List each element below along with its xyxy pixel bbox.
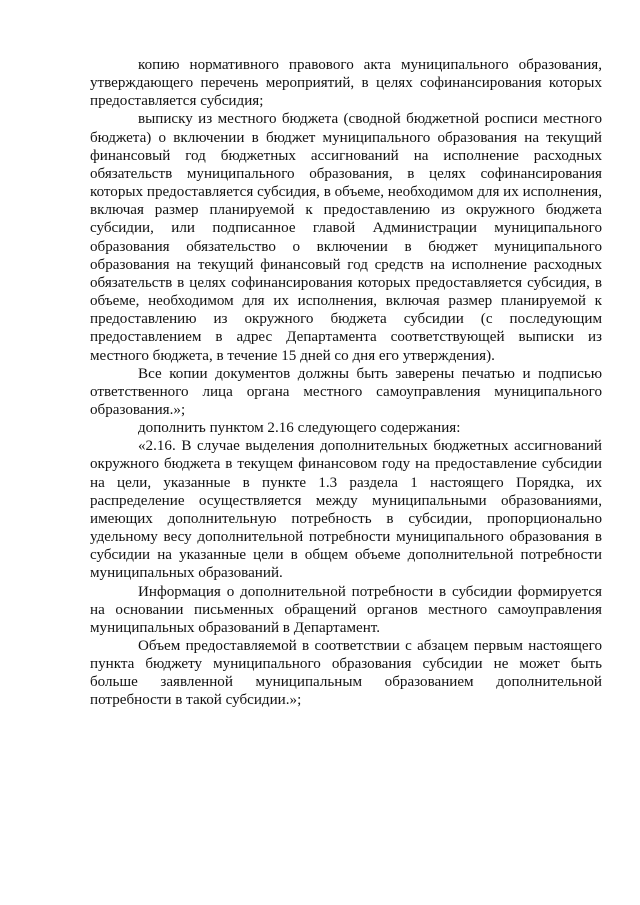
- paragraph-copies-certified: Все копии документов должны быть заверены печатью и подписью ответственного лица органа местного самоуправления муниципального образования.»;: [90, 365, 602, 418]
- document-page: [90, 56, 602, 710]
- paragraph-budget-extract: выписку из местного бюджета (сводной бюджетной росписи местного бюджета) о включении в бюджет муниципального образования на текущий финансовый год бюджетных ассигнований на исполнение расходных обязательств муниципального образования, в целях софинансирования которых предоставляется субсидия, в объеме, необходимом для их исполнения, включая размер планируемой к предоставлению из окружного бюджета субсидии, или подписанное главой Администрации муниципального образования обязательство о включении в бюджет муниципального образования на текущий финансовый год средств на исполнение расходных обязательств в целях софинансирования которых предоставляется субсидия, в объеме, необходимом для их исполнения, включая размер планируемой к предоставлению из окружного бюджета субсидии (с последующим предоставлением в адрес Департамента соответствующей выписки из местного бюджета, в течение 15 дней со дня его утверждения).: [90, 111, 602, 364]
- paragraph-additional-need-info: Информация о дополнительной потребности в субсидии формируется на основании письменных обращений органов местного самоуправления муниципальных образований в Департамент.: [90, 583, 602, 636]
- paragraph-copy-normative-act: копию нормативного правового акта муниципального образования, утверждающего перечень мероприятий, в целях софинансирования которых предоставляется субсидия;: [90, 57, 602, 110]
- paragraph-item-2-16: «2.16. В случае выделения дополнительных бюджетных ассигнований окружного бюджета в текущем финансовом году на предоставление субсидии на цели, указанные в пункте 1.3 раздела 1 настоящего Порядка, их распределение осуществляется между муниципальными образованиями, имеющих дополнительную потребность в субсидии, пропорционально удельному весу дополнительной потребности муниципального образования в субсидии на указанные цели в общем объеме дополнительной потребности муниципальных образований.: [90, 438, 602, 582]
- paragraph-subsidy-amount-limit: Объем предоставляемой в соответствии с абзацем первым настоящего пункта бюджету муниципального образования субсидии не может быть больше заявленной муниципальным образованием дополнительной потребности в такой субсидии.»;: [90, 638, 602, 709]
- paragraph-add-item-2-16: дополнить пунктом 2.16 следующего содержания:: [138, 420, 461, 437]
